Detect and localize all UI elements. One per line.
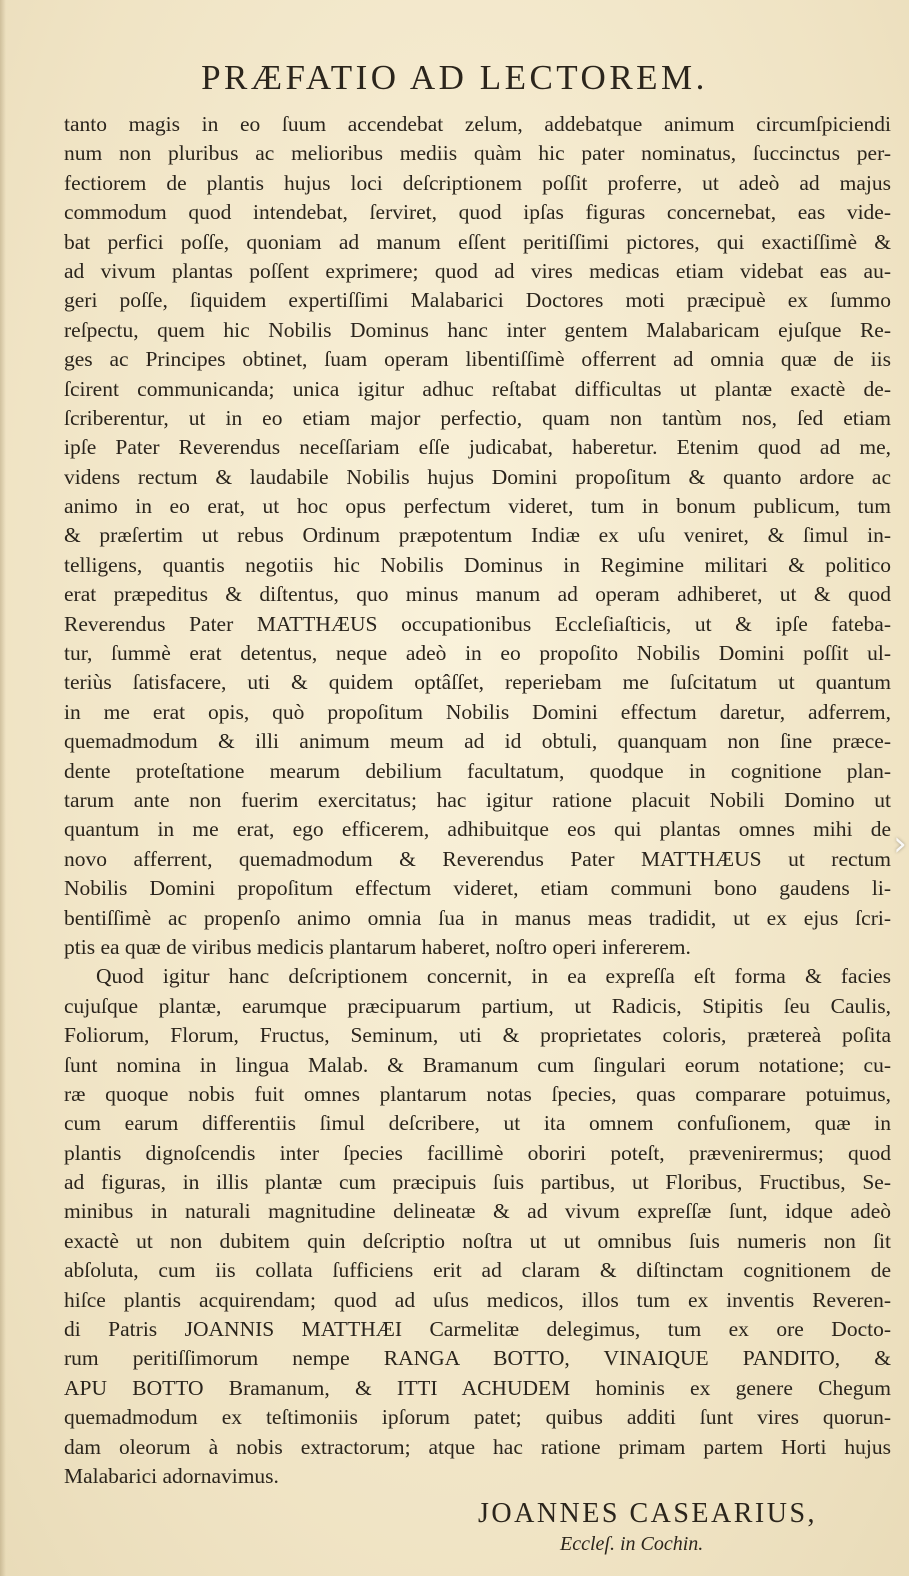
text-line: ſunt nomina in lingua Malab. & Bramanum cum ſingulari eorum notatione; cu-: [64, 1052, 891, 1077]
text-line: ad figuras, in illis plantæ cum præcipuis ſuis partibus, ut Floribus, Fructibus, Se-: [64, 1170, 891, 1195]
text-line: rum peritiſſimorum nempe RANGA BOTTO, VINAIQUE PANDITO, &: [64, 1346, 891, 1371]
text-line: hiſce plantis acquirendam; quod ad uſus medicos, illos tum ex inventis Reveren-: [64, 1287, 891, 1312]
text-line: di Patris JOANNIS MATTHÆI Carmelitæ delegimus, tum ex ore Docto-: [64, 1317, 891, 1342]
text-line: Foliorum, Florum, Fructus, Seminum, uti & proprietates coloris, prætereà poſita: [64, 1023, 891, 1048]
signature-name: JOANNES CASEARIUS,: [478, 1498, 818, 1529]
text-line: minibus in naturali magnitudine delineatæ & ad vivum expreſſæ ſunt, idque adeò: [64, 1199, 891, 1224]
text-line: Quod igitur hanc deſcriptionem concernit, in ea expreſſa eſt forma & facies: [96, 964, 891, 989]
text-line: in me erat opis, quò propoſitum Nobilis Domini effectum daretur, adferrem,: [64, 699, 891, 724]
text-line: commodum quod intendebat, ſerviret, quod ipſas figuras concernebat, eas vide-: [64, 200, 891, 225]
text-line: plantis dignoſcendis inter ſpecies facillimè oboriri poteſt, prævenirermus; quod: [64, 1140, 891, 1165]
text-line: tur, ſummè erat detentus, neque adeò in eo propoſito Nobilis Domini poſſit ul-: [64, 641, 891, 666]
text-line: APU BOTTO Bramanum, & ITTI ACHUDEM hominis ex genere Chegum: [64, 1375, 891, 1400]
text-line: erat præpeditus & diſtentus, quo minus manum ad operam adhiberet, ut & quod: [64, 582, 891, 607]
text-line: Malabarici adornavimus.: [64, 1463, 279, 1488]
text-line: exactè ut non dubitem quin deſcriptio noſtra ut ut omnibus ſuis numeris non ſit: [64, 1228, 891, 1253]
text-line: cum earum differentiis ſimul deſcribere, ut ita omnem confuſionem, quæ in: [64, 1111, 891, 1136]
text-line: reſpectu, quem hic Nobilis Dominus hanc inter gentem Malabaricam ejuſque Re-: [64, 317, 891, 342]
text-line: Reverendus Pater MATTHÆUS occupationibus Eccleſiaſticis, ut & ipſe fateba-: [64, 611, 891, 636]
text-line: ptis ea quæ de viribus medicis plantarum haberet, noſtro operi infererem.: [64, 934, 691, 959]
text-line: novo afferrent, quemadmodum & Reverendus Pater MATTHÆUS ut rectum: [64, 846, 891, 871]
text-line: geri poſſe, ſiquidem expertiſſimi Malabarici Doctores moti præcipuè ex ſummo: [64, 288, 891, 313]
page-edge-shadow: [0, 0, 6, 1576]
text-line: teriùs ſatisfacere, uti & quidem optâſſet, reperiebam me ſuſcitatum ut quantum: [64, 670, 891, 695]
text-line: dam oleorum à nobis extractorum; atque hac ratione primam partem Horti hujus: [64, 1434, 891, 1459]
text-line: num non pluribus ac melioribus mediis quàm hic pater nominatus, ſuccinctus per-: [64, 141, 891, 166]
text-line: ſcriberentur, ut in eo etiam major perfectio, quam non tantùm nos, ſed etiam: [64, 405, 891, 430]
text-line: ges ac Principes obtinet, ſuam operam libentiſſimè offerrent ad omnia quæ de iis: [64, 347, 891, 372]
page-heading: PRÆFATIO AD LECTOREM.: [201, 58, 708, 97]
text-line: videns rectum & laudabile Nobilis hujus Domini propoſitum & quanto ardore ac: [64, 464, 891, 489]
text-line: quantum in me erat, ego efficerem, adhibuitque eos qui plantas omnes mihi de: [64, 817, 891, 842]
text-line: quemadmodum & illi animum meum ad id obtuli, quanquam non ſine præce-: [64, 729, 891, 754]
text-line: tarum ante non fuerim exercitatus; hac igitur ratione placuit Nobili Domino ut: [64, 787, 891, 812]
text-line: ræ quoque nobis fuit omnes plantarum notas ſpecies, quas comparare potuimus,: [64, 1081, 891, 1106]
text-line: cujuſque plantæ, earumque præcipuarum partium, ut Radicis, Stipitis ſeu Caulis,: [64, 993, 891, 1018]
text-line: dente proteſtatione mearum debilium facultatum, quodque in cognitione plan-: [64, 758, 891, 783]
text-line: ad vivum plantas poſſent exprimere; quod ad vires medicas etiam videbat eas au-: [64, 258, 891, 283]
text-line: fectiorem de plantis hujus loci deſcriptionem poſſit proferre, ut adeò ad majus: [64, 170, 891, 195]
text-line: tanto magis in eo ſuum accendebat zelum, addebatque animum circumſpiciendi: [64, 112, 891, 136]
text-line: ſcirent communicanda; unica igitur adhuc reſtabat difficultas ut plantæ exactè de-: [64, 376, 891, 401]
text-line: ipſe Pater Reverendus neceſſariam eſſe judicabat, haberetur. Etenim quod ad me,: [64, 435, 891, 460]
text-line: & præſertim ut rebus Ordinum præpotentum Indiæ ex uſu veniret, & ſimul in-: [64, 523, 891, 548]
chevron-right-icon[interactable]: ›: [893, 824, 907, 864]
text-line: quemadmodum ex teſtimoniis ipſorum patet; quibus additi ſunt vires quorun-: [64, 1405, 891, 1430]
text-line: animo in eo erat, ut hoc opus perfectum videret, tum in bonum publicum, tum: [64, 494, 891, 519]
text-line: telligens, quantis negotiis hic Nobilis Dominus in Regimine militari & politico: [64, 552, 891, 577]
text-line: Nobilis Domini propoſitum effectum videret, etiam communi bono gaudens li-: [64, 876, 891, 901]
signature-place: Eccleſ. in Cochin.: [560, 1533, 704, 1555]
text-line: bat perfici poſſe, quoniam ad manum eſſent peritiſſimi pictores, qui exactiſſimè &: [64, 229, 891, 254]
text-line: abſoluta, cum iis collata ſufficiens erit ad claram & diſtinctam cognitionem de: [64, 1258, 891, 1283]
preface-body: [64, 110, 891, 1491]
text-line: bentiſſimè ac propenſo animo omnia ſua in manus meas tradidit, ut ex ejus ſcri-: [64, 905, 891, 930]
